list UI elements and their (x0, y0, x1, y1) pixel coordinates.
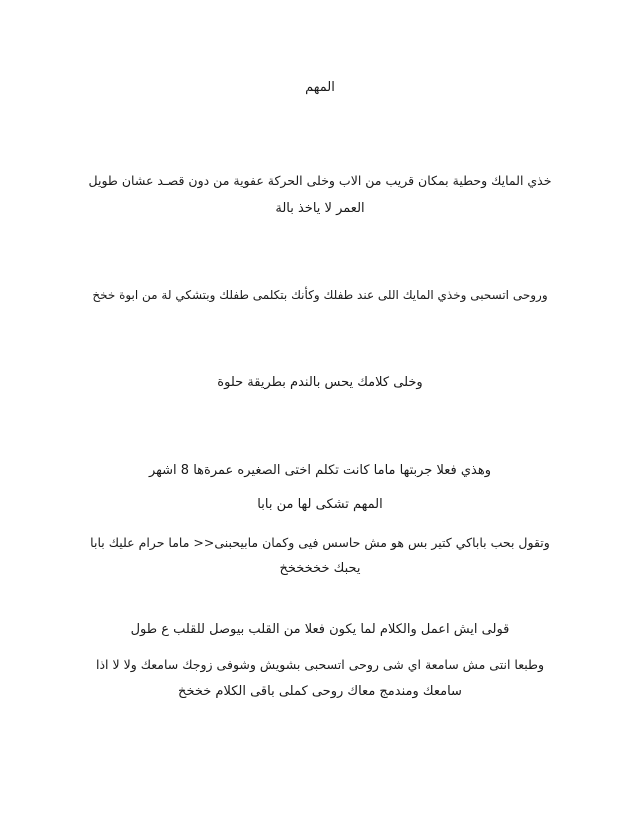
paragraph-4-line-1: وهذي فعلا جربتها ماما كانت تكلم اختى الصغيره عمرةها 8 اشهر (148, 463, 491, 478)
paragraph-6-line-1: قولى ايش اعمل والكلام لما يكون فعلا من القلب بيوصل للقلب ع طول (130, 622, 510, 637)
paragraph-4-line-2: المهم تشكى لها من بابا (257, 497, 383, 512)
paragraph-2-line-1: وروحى اتسحبى وخذي المايك اللى عند طفلك وكأنك بتكلمى طفلك وبتشكي لة من ابوة خخخ (92, 288, 548, 302)
paragraph-1-line-1: خذي المايك وحطية بمكان قريب من الاب وخلى الحركة عفوية من دون قصـد عشان طويل (88, 173, 552, 188)
paragraph-7-line-1: وطبعا انتى مش سامعة اي شى روحى اتسحبى بشويش وشوفى زوجك سامعك ولا لا اذا (96, 657, 544, 672)
paragraph-5-line-1: وتقول بحب باباكي كتير بس هو مش حاسس فيى وكمان مابيحبنى<< ماما حرام عليك بابا (90, 535, 550, 550)
heading-line: المهم (305, 80, 335, 95)
paragraph-1-line-2: العمر لا ياخذ بالة (275, 201, 365, 216)
paragraph-7-line-2: سامعك ومندمج معاك روحى كملى باقى الكلام خخخخ (178, 684, 462, 699)
paragraph-5-line-2: يحبك خخخخخخ (279, 561, 361, 576)
paragraph-3-line-1: وخلى كلامك يحس بالندم بطريقة حلوة (217, 375, 423, 390)
